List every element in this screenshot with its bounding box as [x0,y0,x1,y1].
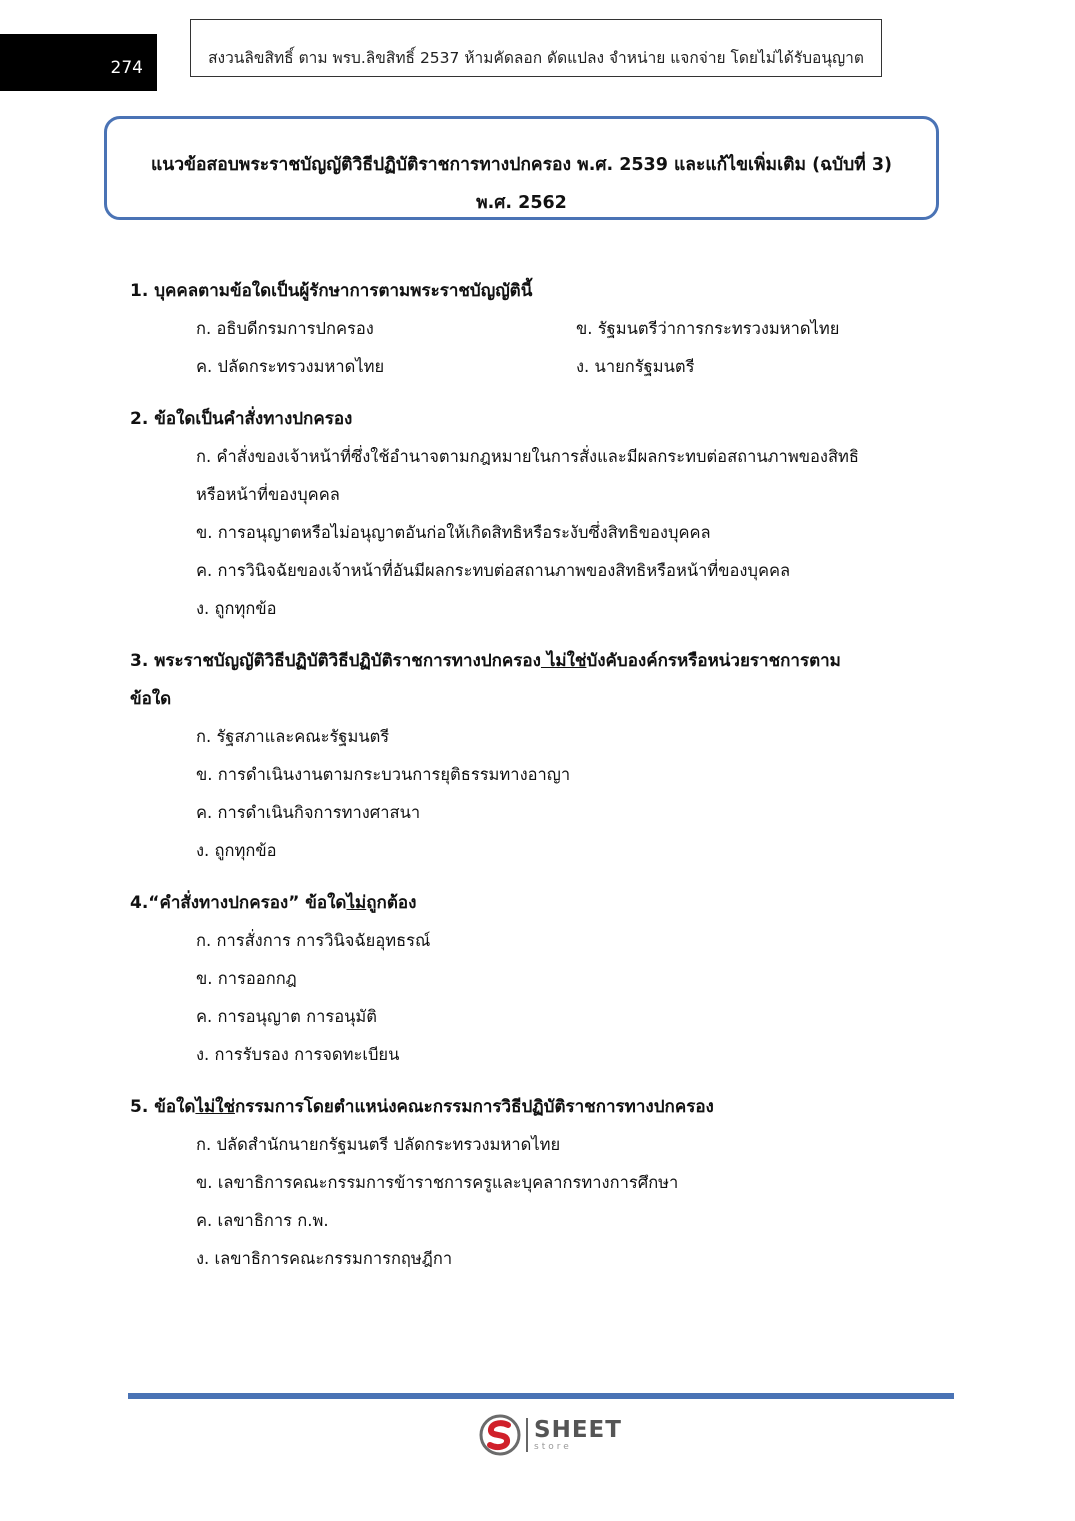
question-text-pre: 5. ข้อใด [130,1097,196,1117]
page-number: 274 [0,34,157,91]
option-row [130,310,920,348]
sheet-store-logo [478,1412,628,1458]
option-d: ง. นายกรัฐมนตรี [576,357,695,376]
option-a: ก. คำสั่งของเจ้าหน้าที่ซึ่งใช้อำนาจตามกฎหมายในการสั่งและมีผลกระทบต่อสถานภาพของสิทธิ [196,447,859,466]
question-text-emphasis: ไม่ [346,893,367,913]
option-a-continuation: หรือหน้าที่ของบุคคล [196,485,340,504]
question-3 [130,642,920,870]
question-1 [130,272,920,386]
option-c: ค. การดำเนินกิจการทางศาสนา [196,803,421,822]
option-b: ข. การอนุญาตหรือไม่อนุญาตอันก่อให้เกิดสิทธิหรือระงับซึ่งสิทธิของบุคคล [196,523,711,542]
option-a: ก. อธิบดีกรมการปกครอง [196,319,374,338]
question-text [130,1088,920,1126]
option-a: ก. รัฐสภาและคณะรัฐมนตรี [196,727,390,746]
sheet-store-logo-icon [478,1413,522,1457]
option-d: ง. ถูกทุกข้อ [196,599,277,618]
copyright-notice: สงวนลิขสิทธิ์ ตาม พรบ.ลิขสิทธิ์ 2537 ห้ามคัดลอก ดัดแปลง จำหน่าย แจกจ่าย โดยไม่ได้รับอนุญาต [190,19,882,77]
question-text [130,642,920,680]
logo-text [534,1416,622,1452]
option-c: ค. เลขาธิการ ก.พ. [196,1211,329,1230]
question-5 [130,1088,920,1278]
option-c: ค. การวินิจฉัยของเจ้าหน้าที่อันมีผลกระทบต่อสถานภาพของสิทธิหรือหน้าที่ของบุคคล [196,561,791,580]
question-2 [130,400,920,628]
logo-separator [526,1418,528,1452]
logo-main-text: SHEET [534,1416,622,1443]
question-text [130,884,920,922]
option-row [130,348,920,386]
option-b: ข. การดำเนินงานตามกระบวนการยุติธรรมทางอาญา [196,765,571,784]
question-4 [130,884,920,1074]
question-text-post: บังคับองค์กรหรือหน่วยราชการตาม [586,651,841,671]
option-c: ค. ปลัดกระทรวงมหาดไทย [196,357,385,376]
question-list [130,272,920,1292]
question-text-emphasis: ไม่ใช่ [195,1097,235,1117]
question-text: 1. บุคคลตามข้อใดเป็นผู้รักษาการตามพระราชบัญญัตินี้ [130,281,533,301]
option-b: ข. เลขาธิการคณะกรรมการข้าราชการครูและบุคลากรทางการศึกษา [196,1173,679,1192]
question-text-continuation: ข้อใด [130,689,172,709]
title-line-2: พ.ศ. 2562 [476,193,567,213]
option-d: ง. การรับรอง การจดทะเบียน [196,1045,400,1064]
option-a: ก. การสั่งการ การวินิจฉัยอุทธรณ์ [196,931,431,950]
option-d: ง. เลขาธิการคณะกรรมการกฤษฎีกา [196,1249,453,1268]
question-text-post: กรรมการโดยตำแหน่งคณะกรรมการวิธีปฏิบัติราชการทางปกครอง [235,1097,714,1117]
question-text: 2. ข้อใดเป็นคำสั่งทางปกครอง [130,409,353,429]
question-text-post: ถูกต้อง [366,893,417,913]
option-a: ก. ปลัดสำนักนายกรัฐมนตรี ปลัดกระทรวงมหาดไทย [196,1135,561,1154]
option-c: ค. การอนุญาต การอนุมัติ [196,1007,378,1026]
question-text-emphasis: ไม่ใช่ [540,651,587,671]
title-line-1: แนวข้อสอบพระราชบัญญัติวิธีปฏิบัติราชการทางปกครอง พ.ศ. 2539 และแก้ไขเพิ่มเติม (ฉบับที่ 3) [150,155,893,175]
question-text-pre: 4.“คำสั่งทางปกครอง” ข้อใด [130,893,347,913]
logo-sub-text: store [534,1441,572,1452]
option-d: ง. ถูกทุกข้อ [196,841,277,860]
footer-divider [128,1393,954,1399]
option-b: ข. การออกกฎ [196,969,297,988]
option-b: ข. รัฐมนตรีว่าการกระทรวงมหาดไทย [576,319,840,338]
title-box [104,116,939,220]
question-text-pre: 3. พระราชบัญญัติวิธีปฏิบัติวิธีปฏิบัติราชการทางปกครอง [130,651,541,671]
